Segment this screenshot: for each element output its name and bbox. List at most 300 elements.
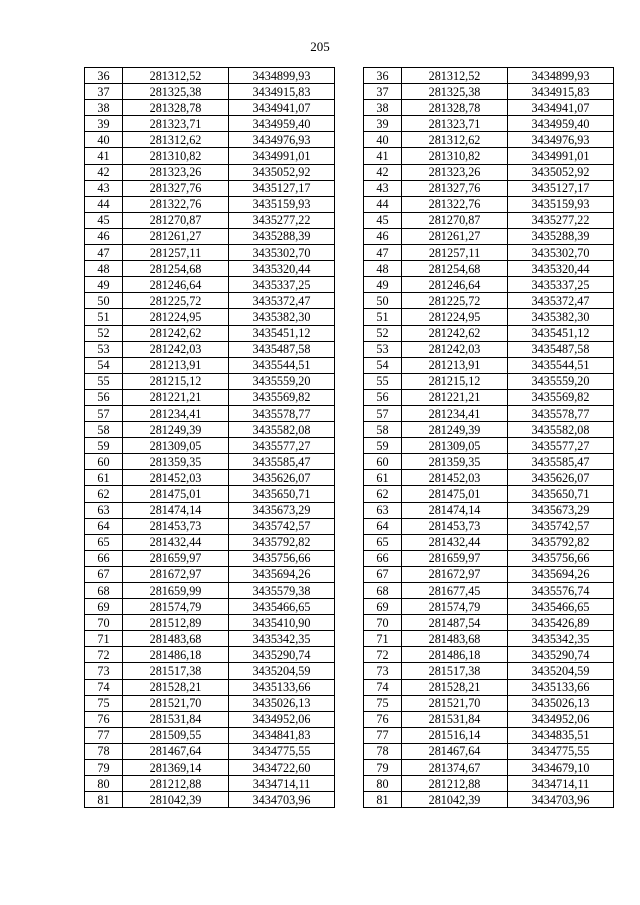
table-row	[364, 727, 614, 743]
table-row	[364, 550, 614, 566]
point-number-cell: 42	[364, 164, 402, 180]
y-coordinate-cell: 3435650,71	[508, 486, 614, 502]
point-number-cell: 73	[364, 663, 402, 679]
table-row	[364, 84, 614, 100]
x-coordinate-cell: 281327,76	[123, 180, 229, 196]
x-coordinate-cell: 281215,12	[402, 373, 508, 389]
x-coordinate-cell: 281325,38	[123, 84, 229, 100]
x-coordinate-cell: 281242,03	[123, 341, 229, 357]
table-row	[85, 405, 335, 421]
y-coordinate-cell: 3435133,66	[229, 679, 335, 695]
table-row	[364, 486, 614, 502]
table-row	[85, 566, 335, 582]
y-coordinate-cell: 3435756,66	[229, 550, 335, 566]
x-coordinate-cell: 281531,84	[123, 711, 229, 727]
y-coordinate-cell: 3435204,59	[229, 663, 335, 679]
y-coordinate-cell: 3435559,20	[508, 373, 614, 389]
x-coordinate-cell: 281486,18	[123, 647, 229, 663]
table-row	[85, 776, 335, 792]
point-number-cell: 50	[85, 293, 123, 309]
x-coordinate-cell: 281323,26	[123, 164, 229, 180]
table-row	[85, 438, 335, 454]
point-number-cell: 49	[364, 277, 402, 293]
table-row	[85, 550, 335, 566]
table-row	[85, 631, 335, 647]
x-coordinate-cell: 281528,21	[123, 679, 229, 695]
x-coordinate-cell: 281521,70	[123, 695, 229, 711]
point-number-cell: 37	[364, 84, 402, 100]
y-coordinate-cell: 3435451,12	[508, 325, 614, 341]
table-row	[85, 389, 335, 405]
table-row	[85, 325, 335, 341]
y-coordinate-cell: 3435133,66	[508, 679, 614, 695]
table-row	[364, 566, 614, 582]
point-number-cell: 72	[364, 647, 402, 663]
y-coordinate-cell: 3435569,82	[229, 389, 335, 405]
point-number-cell: 74	[85, 679, 123, 695]
y-coordinate-cell: 3435756,66	[508, 550, 614, 566]
y-coordinate-cell: 3434976,93	[508, 132, 614, 148]
y-coordinate-cell: 3435579,38	[229, 583, 335, 599]
table-row	[364, 341, 614, 357]
y-coordinate-cell: 3435487,58	[508, 341, 614, 357]
coordinates-table-right	[363, 67, 614, 808]
y-coordinate-cell: 3435302,70	[508, 245, 614, 261]
table-row	[364, 261, 614, 277]
point-number-cell: 50	[364, 293, 402, 309]
x-coordinate-cell: 281327,76	[402, 180, 508, 196]
table-row	[364, 422, 614, 438]
point-number-cell: 64	[364, 518, 402, 534]
point-number-cell: 46	[85, 228, 123, 244]
y-coordinate-cell: 3435576,74	[508, 583, 614, 599]
table-row	[85, 486, 335, 502]
y-coordinate-cell: 3435342,35	[229, 631, 335, 647]
x-coordinate-cell: 281528,21	[402, 679, 508, 695]
x-coordinate-cell: 281234,41	[402, 405, 508, 421]
point-number-cell: 80	[85, 776, 123, 792]
y-coordinate-cell: 3434714,11	[229, 776, 335, 792]
x-coordinate-cell: 281486,18	[402, 647, 508, 663]
y-coordinate-cell: 3434722,60	[229, 760, 335, 776]
table-row	[85, 534, 335, 550]
table-row	[85, 502, 335, 518]
point-number-cell: 77	[85, 727, 123, 743]
table-row	[85, 245, 335, 261]
x-coordinate-cell: 281249,39	[402, 422, 508, 438]
table-row	[85, 518, 335, 534]
point-number-cell: 58	[85, 422, 123, 438]
y-coordinate-cell: 3435694,26	[229, 566, 335, 582]
y-coordinate-cell: 3434941,07	[229, 100, 335, 116]
x-coordinate-cell: 281483,68	[402, 631, 508, 647]
x-coordinate-cell: 281312,62	[402, 132, 508, 148]
y-coordinate-cell: 3435127,17	[508, 180, 614, 196]
y-coordinate-cell: 3435426,89	[508, 615, 614, 631]
x-coordinate-cell: 281369,14	[123, 760, 229, 776]
table-row	[364, 228, 614, 244]
table-row	[85, 68, 335, 84]
x-coordinate-cell: 281328,78	[123, 100, 229, 116]
table-row	[364, 100, 614, 116]
point-number-cell: 51	[85, 309, 123, 325]
table-row	[85, 357, 335, 373]
table-row	[85, 228, 335, 244]
table-row	[85, 583, 335, 599]
y-coordinate-cell: 3434679,10	[508, 760, 614, 776]
point-number-cell: 59	[85, 438, 123, 454]
table-row	[364, 148, 614, 164]
table-row	[85, 132, 335, 148]
table-row	[364, 647, 614, 663]
coordinates-table-left	[84, 67, 335, 808]
point-number-cell: 40	[85, 132, 123, 148]
x-coordinate-cell: 281242,62	[402, 325, 508, 341]
table-row	[85, 373, 335, 389]
table-row	[364, 68, 614, 84]
x-coordinate-cell: 281452,03	[402, 470, 508, 486]
point-number-cell: 37	[85, 84, 123, 100]
point-number-cell: 78	[85, 743, 123, 759]
x-coordinate-cell: 281483,68	[123, 631, 229, 647]
table-row	[364, 679, 614, 695]
y-coordinate-cell: 3435487,58	[229, 341, 335, 357]
y-coordinate-cell: 3435694,26	[508, 566, 614, 582]
x-coordinate-cell: 281261,27	[123, 228, 229, 244]
table-row	[85, 261, 335, 277]
y-coordinate-cell: 3435320,44	[508, 261, 614, 277]
point-number-cell: 41	[364, 148, 402, 164]
x-coordinate-cell: 281221,21	[402, 389, 508, 405]
table-row	[364, 405, 614, 421]
point-number-cell: 66	[85, 550, 123, 566]
point-number-cell: 75	[85, 695, 123, 711]
x-coordinate-cell: 281225,72	[123, 293, 229, 309]
table-row	[85, 695, 335, 711]
y-coordinate-cell: 3434899,93	[508, 68, 614, 84]
y-coordinate-cell: 3435577,27	[229, 438, 335, 454]
x-coordinate-cell: 281475,01	[123, 486, 229, 502]
point-number-cell: 56	[364, 389, 402, 405]
x-coordinate-cell: 281374,67	[402, 760, 508, 776]
y-coordinate-cell: 3434952,06	[508, 711, 614, 727]
y-coordinate-cell: 3435382,30	[229, 309, 335, 325]
x-coordinate-cell: 281246,64	[402, 277, 508, 293]
x-coordinate-cell: 281359,35	[402, 454, 508, 470]
y-coordinate-cell: 3435382,30	[508, 309, 614, 325]
x-coordinate-cell: 281322,76	[123, 196, 229, 212]
x-coordinate-cell: 281521,70	[402, 695, 508, 711]
y-coordinate-cell: 3435742,57	[229, 518, 335, 534]
y-coordinate-cell: 3434841,83	[229, 727, 335, 743]
point-number-cell: 57	[364, 405, 402, 421]
y-coordinate-cell: 3435204,59	[508, 663, 614, 679]
y-coordinate-cell: 3435792,82	[508, 534, 614, 550]
point-number-cell: 81	[364, 792, 402, 808]
point-number-cell: 77	[364, 727, 402, 743]
y-coordinate-cell: 3435026,13	[508, 695, 614, 711]
point-number-cell: 43	[85, 180, 123, 196]
table-row	[85, 599, 335, 615]
x-coordinate-cell: 281453,73	[402, 518, 508, 534]
table-row	[364, 599, 614, 615]
y-coordinate-cell: 3435578,77	[229, 405, 335, 421]
y-coordinate-cell: 3435792,82	[229, 534, 335, 550]
x-coordinate-cell: 281242,03	[402, 341, 508, 357]
y-coordinate-cell: 3435673,29	[229, 502, 335, 518]
x-coordinate-cell: 281517,38	[123, 663, 229, 679]
page-number: 205	[310, 39, 330, 54]
y-coordinate-cell: 3434899,93	[229, 68, 335, 84]
point-number-cell: 39	[85, 116, 123, 132]
point-number-cell: 67	[85, 566, 123, 582]
point-number-cell: 80	[364, 776, 402, 792]
y-coordinate-cell: 3434775,55	[508, 743, 614, 759]
point-number-cell: 69	[85, 599, 123, 615]
y-coordinate-cell: 3435288,39	[508, 228, 614, 244]
x-coordinate-cell: 281312,62	[123, 132, 229, 148]
table-row	[364, 792, 614, 808]
table-row	[85, 679, 335, 695]
x-coordinate-cell: 281512,89	[123, 615, 229, 631]
x-coordinate-cell: 281659,97	[123, 550, 229, 566]
y-coordinate-cell: 3435159,93	[229, 196, 335, 212]
x-coordinate-cell: 281225,72	[402, 293, 508, 309]
point-number-cell: 63	[364, 502, 402, 518]
table-row	[85, 470, 335, 486]
y-coordinate-cell: 3434775,55	[229, 743, 335, 759]
x-coordinate-cell: 281323,26	[402, 164, 508, 180]
x-coordinate-cell: 281249,39	[123, 422, 229, 438]
y-coordinate-cell: 3435466,65	[229, 599, 335, 615]
point-number-cell: 78	[364, 743, 402, 759]
y-coordinate-cell: 3435569,82	[508, 389, 614, 405]
table-row	[364, 583, 614, 599]
y-coordinate-cell: 3435742,57	[508, 518, 614, 534]
point-number-cell: 52	[85, 325, 123, 341]
table-row	[364, 631, 614, 647]
y-coordinate-cell: 3435277,22	[229, 212, 335, 228]
table-row	[85, 727, 335, 743]
table-row	[85, 663, 335, 679]
table-row	[85, 760, 335, 776]
point-number-cell: 65	[364, 534, 402, 550]
point-number-cell: 81	[85, 792, 123, 808]
table-row	[85, 196, 335, 212]
point-number-cell: 75	[364, 695, 402, 711]
y-coordinate-cell: 3434915,83	[508, 84, 614, 100]
point-number-cell: 42	[85, 164, 123, 180]
point-number-cell: 47	[85, 245, 123, 261]
table-row	[85, 100, 335, 116]
y-coordinate-cell: 3435544,51	[229, 357, 335, 373]
point-number-cell: 65	[85, 534, 123, 550]
table-row	[364, 663, 614, 679]
y-coordinate-cell: 3435650,71	[229, 486, 335, 502]
x-coordinate-cell: 281312,52	[402, 68, 508, 84]
point-number-cell: 58	[364, 422, 402, 438]
point-number-cell: 71	[85, 631, 123, 647]
table-row	[364, 277, 614, 293]
point-number-cell: 70	[85, 615, 123, 631]
point-number-cell: 44	[364, 196, 402, 212]
point-number-cell: 38	[85, 100, 123, 116]
table-row	[364, 470, 614, 486]
table-row	[364, 116, 614, 132]
table-row	[85, 615, 335, 631]
point-number-cell: 54	[85, 357, 123, 373]
x-coordinate-cell: 281212,88	[123, 776, 229, 792]
table-row	[364, 711, 614, 727]
x-coordinate-cell: 281310,82	[123, 148, 229, 164]
table-row	[85, 743, 335, 759]
point-number-cell: 36	[85, 68, 123, 84]
point-number-cell: 79	[364, 760, 402, 776]
table-row	[85, 792, 335, 808]
point-number-cell: 53	[364, 341, 402, 357]
point-number-cell: 71	[364, 631, 402, 647]
x-coordinate-cell: 281234,41	[123, 405, 229, 421]
x-coordinate-cell: 281325,38	[402, 84, 508, 100]
point-number-cell: 74	[364, 679, 402, 695]
x-coordinate-cell: 281257,11	[402, 245, 508, 261]
table-row	[85, 212, 335, 228]
table-row	[364, 776, 614, 792]
point-number-cell: 68	[85, 583, 123, 599]
table-row	[364, 438, 614, 454]
y-coordinate-cell: 3435302,70	[229, 245, 335, 261]
table-row	[364, 309, 614, 325]
y-coordinate-cell: 3435290,74	[229, 647, 335, 663]
point-number-cell: 39	[364, 116, 402, 132]
x-coordinate-cell: 281270,87	[123, 212, 229, 228]
y-coordinate-cell: 3435337,25	[229, 277, 335, 293]
point-number-cell: 60	[364, 454, 402, 470]
x-coordinate-cell: 281467,64	[123, 743, 229, 759]
point-number-cell: 53	[85, 341, 123, 357]
point-number-cell: 45	[85, 212, 123, 228]
point-number-cell: 55	[85, 373, 123, 389]
x-coordinate-cell: 281246,64	[123, 277, 229, 293]
table-row	[85, 293, 335, 309]
x-coordinate-cell: 281323,71	[123, 116, 229, 132]
table-row	[364, 212, 614, 228]
table-row	[364, 164, 614, 180]
x-coordinate-cell: 281672,97	[123, 566, 229, 582]
y-coordinate-cell: 3434835,51	[508, 727, 614, 743]
table-row	[364, 245, 614, 261]
point-number-cell: 79	[85, 760, 123, 776]
point-number-cell: 47	[364, 245, 402, 261]
x-coordinate-cell: 281531,84	[402, 711, 508, 727]
x-coordinate-cell: 281270,87	[402, 212, 508, 228]
x-coordinate-cell: 281042,39	[402, 792, 508, 808]
point-number-cell: 49	[85, 277, 123, 293]
x-coordinate-cell: 281517,38	[402, 663, 508, 679]
point-number-cell: 44	[85, 196, 123, 212]
y-coordinate-cell: 3435585,47	[229, 454, 335, 470]
y-coordinate-cell: 3435585,47	[508, 454, 614, 470]
x-coordinate-cell: 281242,62	[123, 325, 229, 341]
point-number-cell: 55	[364, 373, 402, 389]
table-row	[364, 760, 614, 776]
y-coordinate-cell: 3434991,01	[229, 148, 335, 164]
y-coordinate-cell: 3435342,35	[508, 631, 614, 647]
table-row	[85, 164, 335, 180]
x-coordinate-cell: 281213,91	[402, 357, 508, 373]
y-coordinate-cell: 3435466,65	[508, 599, 614, 615]
y-coordinate-cell: 3435337,25	[508, 277, 614, 293]
x-coordinate-cell: 281322,76	[402, 196, 508, 212]
y-coordinate-cell: 3435577,27	[508, 438, 614, 454]
x-coordinate-cell: 281672,97	[402, 566, 508, 582]
table-row	[364, 357, 614, 373]
table-row	[364, 502, 614, 518]
y-coordinate-cell: 3435290,74	[508, 647, 614, 663]
point-number-cell: 76	[364, 711, 402, 727]
point-number-cell: 61	[85, 470, 123, 486]
point-number-cell: 48	[85, 261, 123, 277]
table-row	[85, 148, 335, 164]
table-row	[364, 196, 614, 212]
table-row	[364, 389, 614, 405]
point-number-cell: 68	[364, 583, 402, 599]
x-coordinate-cell: 281215,12	[123, 373, 229, 389]
point-number-cell: 57	[85, 405, 123, 421]
table-row	[85, 711, 335, 727]
point-number-cell: 66	[364, 550, 402, 566]
x-coordinate-cell: 281042,39	[123, 792, 229, 808]
x-coordinate-cell: 281254,68	[123, 261, 229, 277]
point-number-cell: 70	[364, 615, 402, 631]
x-coordinate-cell: 281475,01	[402, 486, 508, 502]
point-number-cell: 59	[364, 438, 402, 454]
table-row	[85, 647, 335, 663]
y-coordinate-cell: 3434959,40	[508, 116, 614, 132]
table-row	[85, 422, 335, 438]
point-number-cell: 41	[85, 148, 123, 164]
table-row	[85, 454, 335, 470]
y-coordinate-cell: 3435582,08	[508, 422, 614, 438]
point-number-cell: 51	[364, 309, 402, 325]
y-coordinate-cell: 3435277,22	[508, 212, 614, 228]
x-coordinate-cell: 281254,68	[402, 261, 508, 277]
point-number-cell: 62	[85, 486, 123, 502]
table-row	[364, 132, 614, 148]
table-row	[364, 695, 614, 711]
y-coordinate-cell: 3435626,07	[508, 470, 614, 486]
x-coordinate-cell: 281309,05	[402, 438, 508, 454]
x-coordinate-cell: 281261,27	[402, 228, 508, 244]
y-coordinate-cell: 3434941,07	[508, 100, 614, 116]
y-coordinate-cell: 3435626,07	[229, 470, 335, 486]
x-coordinate-cell: 281509,55	[123, 727, 229, 743]
table-row	[364, 325, 614, 341]
y-coordinate-cell: 3435410,90	[229, 615, 335, 631]
y-coordinate-cell: 3434976,93	[229, 132, 335, 148]
y-coordinate-cell: 3435052,92	[229, 164, 335, 180]
x-coordinate-cell: 281487,54	[402, 615, 508, 631]
x-coordinate-cell: 281213,91	[123, 357, 229, 373]
x-coordinate-cell: 281359,35	[123, 454, 229, 470]
x-coordinate-cell: 281453,73	[123, 518, 229, 534]
x-coordinate-cell: 281432,44	[402, 534, 508, 550]
x-coordinate-cell: 281474,14	[123, 502, 229, 518]
y-coordinate-cell: 3434915,83	[229, 84, 335, 100]
point-number-cell: 54	[364, 357, 402, 373]
table-row	[364, 534, 614, 550]
y-coordinate-cell: 3434991,01	[508, 148, 614, 164]
